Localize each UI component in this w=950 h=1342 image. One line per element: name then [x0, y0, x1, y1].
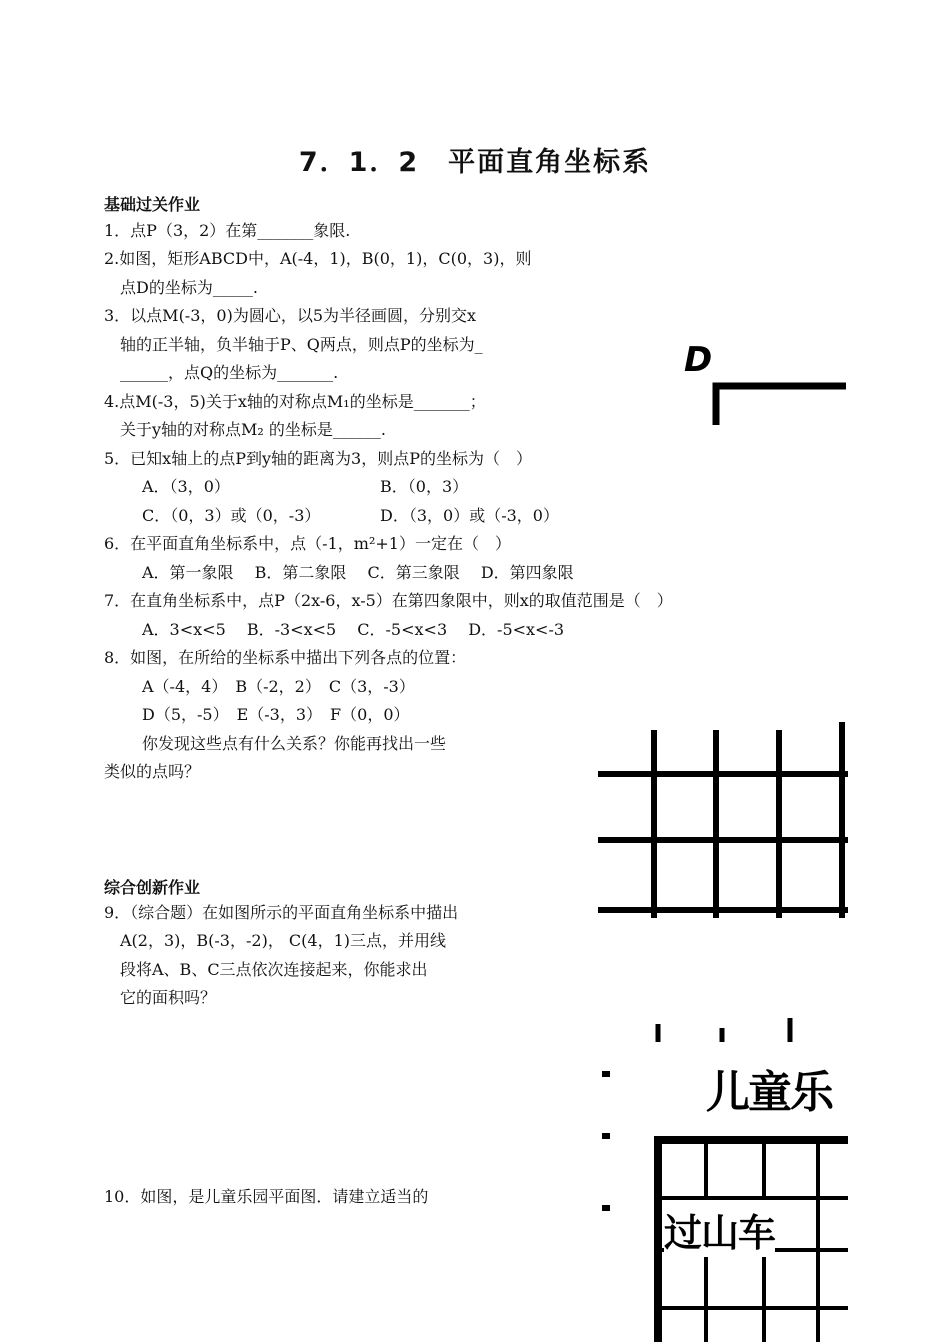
question-1: 1．点P（3，2）在第_______象限.: [104, 221, 351, 240]
question-8-points-1: A（-4，4） B（-2，2） C（3，-3）: [142, 677, 415, 696]
coordinate-grid: [596, 722, 848, 918]
question-6: 6．在平面直角坐标系中，点（-1，m²+1）一定在（ ）: [104, 534, 511, 553]
question-6-options: A．第一象限 B．第二象限 C．第三象限 D．第四象限: [142, 563, 574, 582]
question-8: 8．如图，在所给的坐标系中描出下列各点的位置：: [104, 648, 467, 667]
question-9-line-4: 它的面积吗？: [120, 988, 217, 1007]
question-10: 10．如图，是儿童乐园平面图．请建立适当的: [104, 1187, 429, 1206]
question-8-question-2: 类似的点吗？: [104, 762, 201, 781]
page-title: 7．1．2 平面直角坐标系: [298, 147, 652, 178]
question-5: 5．已知x轴上的点P到y轴的距离为3，则点P的坐标为（ ）: [104, 449, 532, 468]
park-map-title: 儿童乐: [706, 1067, 832, 1118]
question-2-line-2: 点D的坐标为_____.: [120, 278, 258, 297]
question-7: 7．在直角坐标系中，点P（2x-6，x-5）在第四象限中，则x的取值范围是（ ）: [104, 591, 673, 610]
question-8-question-1: 你发现这些点有什么关系？你能再找出一些: [142, 734, 447, 753]
question-9-line-2: A(2，3)，B(-3，-2)， C(4，1)三点，并用线: [120, 931, 446, 950]
question-3-line-3: ______，点Q的坐标为_______.: [120, 363, 339, 382]
section-heading-creative: 综合创新作业: [104, 878, 201, 897]
question-3-line-2: 轴的正半轴，负半轴于P、Q两点，则点P的坐标为_: [120, 335, 483, 354]
question-7-options: A．3<x<5 B．-3<x<5 C．-5<x<3 D．-5<x<-3: [142, 620, 565, 639]
rectangle-corner-lines: [676, 340, 846, 430]
question-5-option-d: D．（3，0）或（-3，0）: [380, 506, 559, 525]
question-8-points-2: D（5，-5） E（-3，3） F（0，0）: [142, 705, 410, 724]
rectangle-label-d: D: [684, 340, 713, 380]
question-5-option-b: B．（0，3）: [380, 477, 469, 496]
question-9-line-1: 9．（综合题）在如图所示的平面直角坐标系中描出: [104, 903, 459, 922]
question-4-line-1: 4.点M(-3，5)关于x轴的对称点M₁的坐标是_______；: [104, 392, 486, 411]
rectangle-figure: [676, 340, 846, 430]
question-3-line-1: 3．以点M(-3，0)为圆心，以5为半径画圆，分别交x: [104, 306, 477, 325]
question-5-option-a: A．（3，0）: [142, 477, 230, 496]
question-9-line-3: 段将A、B、C三点依次连接起来，你能求出: [120, 960, 428, 979]
childrens-park-map: [598, 1018, 848, 1342]
question-4-line-2: 关于y轴的对称点M₂ 的坐标是______.: [120, 420, 387, 439]
question-2-line-1: 2.如图，矩形ABCD中，A(-4，1)，B(0，1)，C(0，3)，则: [104, 249, 532, 268]
roller-coaster-label: 过山车: [664, 1202, 775, 1257]
section-heading-basic: 基础过关作业: [104, 195, 201, 214]
coordinate-grid-figure: [596, 722, 848, 918]
question-5-option-c: C．（0，3）或（0，-3）: [142, 506, 321, 525]
